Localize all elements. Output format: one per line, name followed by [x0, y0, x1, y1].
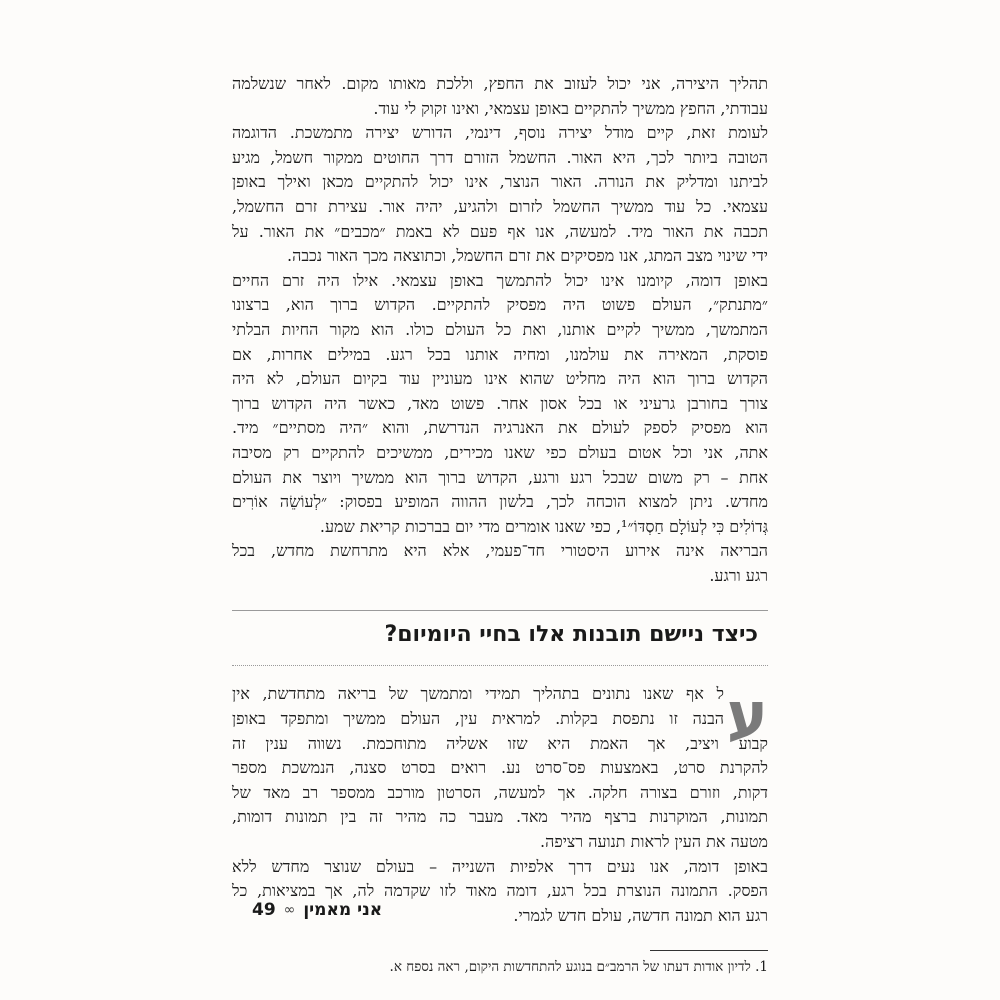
text-line: הבנה זו נתפסת בקלות. למראית עין, העולם ממשיך ומתפקד באופן [232, 709, 724, 729]
text-line: רגע ורגע. [709, 565, 768, 585]
running-title: אני מאמין [303, 900, 383, 920]
text-line: ל אף שאנו נתונים בתהליך תמידי ומתמשך של בריאה מתחדשת, אין [232, 684, 724, 704]
section-title: כיצד ניישם תובנות אלו בחיי היומיום? [384, 622, 758, 648]
text-line: צורך בחורבן גרעיני או בכל אסון אחר. פשוט מאד, כאשר היה הקדוש ברוך [232, 393, 768, 413]
text-line: עצמאי. כל עוד ממשיך החשמל לזרום ולהגיע, יהיה אור. עצירת זרם החשמל, [232, 196, 768, 216]
footnote-number: 1. [755, 959, 768, 976]
text-line: תהליך היצירה, אני יכול לעזוב את החפץ, וללכת מאותו מקום. לאחר שנשלמה [232, 74, 768, 93]
body-text-bottom [232, 678, 768, 928]
text-line: ״מתנתק״, העולם פשוט היה מפסיק להתקיים. הקדוש ברוך הוא, ברצונו [232, 295, 768, 315]
section-rule-top [232, 610, 768, 611]
text-line: לעומת זאת, קיים מודל יצירה נוסף, דינמי, הדורש יצירה מתמשכת. הדוגמה [232, 123, 768, 143]
text-line: רגע הוא תמונה חדשה, עולם חדש לגמרי. [513, 905, 768, 925]
text-line: תמונות, המוקרנות ברצף מהיר מאד. מעבר כה מהיר זה בין תמונות דומות, [232, 807, 768, 827]
text-line: תכבה את האור מיד. למעשה, אנו אף פעם לא באמת ״מכבים״ את האור. על [232, 221, 768, 241]
text-line: מטעה את העין לראות תנועה רציפה. [540, 832, 768, 852]
page-number: 49 [252, 900, 276, 920]
paragraph [232, 72, 768, 121]
paragraph [232, 678, 768, 854]
text-line: באופן דומה, קיומנו אינו יכול להתמשך באופן עצמאי. אילו היה זרם החיים [232, 270, 768, 290]
section-rule-bottom [232, 665, 768, 666]
text-line: גְּדוֹלִים כִּי לְעוֹלָם חַסְדּוֹ״¹, כפי שאנו אומרים מדי יום בברכות קריאת שמע. [319, 516, 768, 536]
section-header [232, 610, 768, 666]
text-line: אחת – רק משום שבכל רגע ורגע, הקדוש ברוך הוא ממשיך ויוצר את העולם [232, 467, 768, 487]
text-line: הטובה ביותר לכך, היא האור. החשמל הזורם דרך החוטים ממקור חשמל, מגיע [232, 147, 768, 167]
text-line: דקות, וזורם בצורה חלקה. אך למעשה, הסרטון מורכב ממספר רב מאד של [232, 782, 768, 802]
text-line: ידי שינוי מצב המתג, אנו מפסיקים את זרם החשמל, וכתוצאה מכך האור נכבה. [287, 246, 768, 266]
paragraph [232, 539, 768, 588]
text-line: הקדוש ברוך הוא היה מחליט שהוא אינו מעוניין עוד בקיום העולם, לא היה [232, 369, 768, 389]
paragraph [232, 121, 768, 269]
text-line: פוסקת, המאירה את עולמנו, ומחיה אותנו בכל רגע. במילים אחרות, אם [232, 344, 768, 364]
text-line: מחדש. ניתן למצוא הוכחה לכך, בלשון ההווה המופיע בפסוק: ״לְעוֹשֵׂה אוֹרִים [232, 492, 768, 512]
text-line: לביתנו ומדליק את הנורה. האור הנוצר, אינו יכול להתקיים מכאן ואילך באופן [232, 172, 768, 192]
text-line: להקרנת סרט, באמצעות פס־סרט נע. רואים בסרט סצנה, הנמשכת מספר [232, 758, 768, 778]
footnote-separator [650, 950, 768, 951]
paragraph [232, 269, 768, 540]
drop-cap-letter: ע [726, 678, 768, 752]
page-content [232, 72, 768, 977]
text-line: הבריאה אינה אירוע היסטורי חד־פעמי, אלא היא מתרחשת מחדש, בכל [232, 541, 769, 561]
text-line: הפסק. התמונה הנוצרת בכל רגע, דומה מאוד לזו שקדמה לה, אך במציאות, כל [232, 881, 768, 901]
text-line: קבוע ויציב, אך האמת היא שזו אשליה מתוחכמת. נשווה ענין זה [232, 733, 768, 753]
text-line: אתה, אני וכל אטום בעולם כפי שאנו מכירים, ממשיכים להתקיים רק מסיבה [232, 442, 769, 462]
footnote [232, 957, 768, 977]
text-line: באופן דומה, אנו נעים דרך אלפיות השנייה – בעולם שנוצר מחדש ללא [232, 856, 768, 876]
body-text-top [232, 72, 768, 588]
text-line: המתמשך, ממשיך לקיים אותנו, ואת כל העולם כולו. הוא מקור החיות הבלתי [232, 319, 768, 339]
text-line: הוא מפסיק לספק לעולם את האנרגיה הנדרשת, והוא ״היה מסתיים״ מיד. [232, 418, 768, 438]
page-footer [252, 900, 382, 920]
footnote-text: לדיון אודות דעתו של הרמב״ם בנוגע להתחדשות היקום, ראה נספח א. [389, 959, 751, 976]
ornament-icon: ∞ [283, 902, 296, 918]
text-line: עבודתי, החפץ ממשיך להתקיים באופן עצמאי, ואינו זקוק לי עוד. [373, 98, 768, 118]
